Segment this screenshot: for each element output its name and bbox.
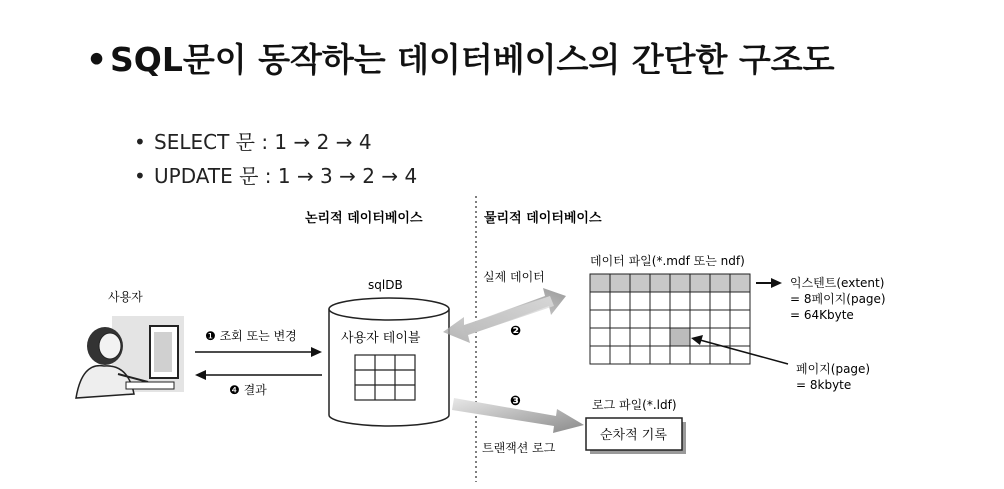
extent-arrowhead	[771, 278, 782, 288]
bullet-update-text: UPDATE 문 : 1 → 3 → 2 → 4	[154, 164, 418, 188]
user-at-computer-icon	[76, 316, 184, 398]
data-file-grid	[590, 274, 750, 364]
page-label: 페이지(page)	[796, 362, 871, 376]
page-arrow	[700, 340, 788, 364]
physical-db-header: 물리적 데이터베이스	[484, 211, 602, 226]
bullet-select: • SELECT 문 : 1 → 2 → 4	[134, 130, 372, 154]
actual-data-label: 실제 데이터	[483, 270, 545, 284]
page-size: = 8kbyte	[796, 378, 852, 392]
table-to-datafile-arrow	[443, 288, 566, 343]
db-name: sqlDB	[368, 278, 403, 292]
step-2-badge: ❷	[510, 324, 522, 339]
user-label: 사용자	[108, 290, 143, 304]
logical-db-header: 논리적 데이터베이스	[305, 211, 423, 226]
bullet-update: • UPDATE 문 : 1 → 3 → 2 → 4	[134, 164, 418, 188]
query-label: ❶ 조회 또는 변경	[205, 329, 297, 343]
title-text: SQL문이 동작하는 데이터베이스의 간단한 구조도	[110, 40, 835, 79]
result-arrowhead	[195, 370, 206, 380]
step-3-badge: ❸	[510, 394, 522, 409]
result-label: ❹ 결과	[229, 383, 267, 397]
page-arrowhead	[691, 335, 703, 345]
extent-size: = 64Kbyte	[790, 308, 854, 322]
title-bullet: •	[86, 40, 108, 79]
data-file-label: 데이터 파일(*.mdf 또는 ndf)	[590, 254, 745, 268]
sequential-write-label: 순차적 기록	[600, 428, 667, 443]
sqldb-cylinder	[329, 298, 449, 426]
extent-pages: = 8페이지(page)	[790, 292, 886, 306]
transaction-log-label: 트랜잭션 로그	[482, 441, 556, 455]
log-file-label: 로그 파일(*.ldf)	[592, 398, 677, 412]
bullet-select-text: SELECT 문 : 1 → 2 → 4	[154, 130, 372, 154]
extent-label: 익스텐트(extent)	[790, 276, 885, 290]
user-table-label: 사용자 테이블	[341, 331, 421, 346]
query-arrowhead	[311, 347, 322, 357]
